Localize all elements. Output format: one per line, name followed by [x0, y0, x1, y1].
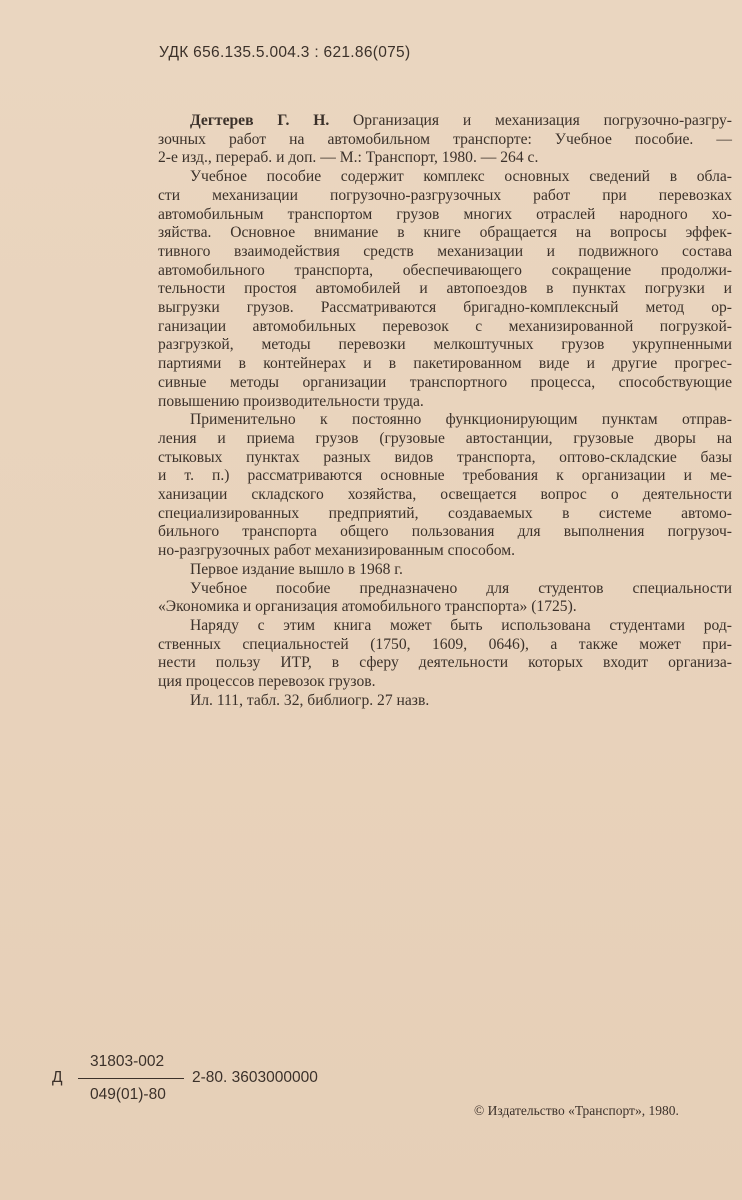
annotation-line: стыковых пунктах разных видов транспорта, оптово-складские базы: [158, 448, 732, 466]
bibliography-line-1: [158, 112, 732, 131]
code-denominator: 049(01)-80: [90, 1086, 166, 1103]
annotation-line: сти механизации погрузочно-разгрузочных работ при перевозках: [158, 186, 732, 204]
annotation-line: разгрузкой, методы перевозки мелкоштучных грузов укрупненными: [158, 336, 732, 354]
bibliography-line-2: зочных работ на автомобильном транспорте: Учебное пособие. —: [158, 130, 732, 148]
annotation-line: зяйства. Основное внимание в книге обращается на вопросы эффек-: [158, 224, 732, 242]
annotation-line: тельности простоя автомобилей и автопоездов в пунктах погрузки и: [158, 280, 732, 298]
annotation-line: нести пользу ИТР, в сферу деятельности которых входит организа-: [158, 654, 732, 672]
code-numerator: 31803-002: [90, 1053, 165, 1070]
annotation-line: тивного взаимодействия средств механизации и подвижного состава: [158, 242, 732, 260]
bibliography-title-part: Организация и механизация погрузочно-разгру-: [329, 112, 732, 129]
copyright-notice: © Издательство «Транспорт», 1980.: [474, 1103, 679, 1118]
annotation-line: ганизации автомобильных перевозок с механизированной погрузкой-: [158, 317, 732, 335]
annotation-line: ханизации складского хозяйства, освещается вопрос о деятельности: [158, 486, 732, 504]
annotation-line: ления и приема грузов (грузовые автостанции, грузовые дворы на: [158, 429, 732, 447]
code-suffix: 2-80. 3603000000: [192, 1069, 318, 1086]
annotation-line: повышению производительности труда.: [158, 392, 424, 410]
annotation-line: партиями в контейнерах и в пакетированном виде и другие прогрес-: [158, 355, 732, 373]
annotation-line: Учебное пособие предназначено для студентов специальности: [190, 579, 732, 597]
annotation-text: [158, 168, 732, 710]
annotation-line: специализированных предприятий, создаваемых в системе автомо-: [158, 504, 732, 522]
bibliography-line-3: 2-е изд., перераб. и доп. — М.: Транспорт, 1980. — 264 с.: [158, 149, 539, 167]
annotation-line: бильного транспорта общего пользования для выполнения погрузоч-: [158, 523, 732, 541]
code-letter: Д: [52, 1069, 63, 1086]
annotation-line: сивные методы организации транспортного процесса, способствующие: [158, 373, 732, 391]
bibliography-entry: [158, 112, 732, 168]
udk-classification: УДК 656.135.5.004.3 : 621.86(075): [159, 44, 411, 61]
annotation-line: автомобильным транспортом грузов многих отраслей народного хо-: [158, 205, 732, 223]
annotation-line: ция процессов перевозок грузов.: [158, 673, 376, 691]
annotation-line: но-разгрузочных работ механизированным способом.: [158, 542, 516, 560]
annotation-line: и т. п.) рассматриваются основные требования к организации и ме-: [158, 467, 732, 485]
annotation-line: Ил. 111, табл. 32, библиогр. 27 назв.: [190, 691, 430, 709]
annotation-line: автомобильного транспорта, обеспечивающего сокращение продолжи-: [158, 261, 732, 279]
annotation-line: ственных специальностей (1750, 1609, 0646), а также может при-: [158, 635, 732, 653]
annotation-line: Первое издание вышло в 1968 г.: [190, 560, 403, 578]
fraction-line: [78, 1078, 184, 1079]
bibliographic-description: [158, 112, 732, 711]
publisher-code: [52, 1053, 352, 1113]
annotation-line: Учебное пособие содержит комплекс основных сведений в обла-: [190, 168, 732, 186]
annotation-line: Применительно к постоянно функционирующим пунктам отправ-: [190, 411, 732, 429]
annotation-line: Наряду с этим книга может быть использована студентами род-: [190, 616, 732, 634]
author-name: Дегтерев Г. Н.: [190, 112, 330, 129]
annotation-line: «Экономика и организация атомобильного транспорта» (1725).: [158, 598, 577, 616]
annotation-line: выгрузки грузов. Рассматриваются бригадно-комплексный метод ор-: [158, 299, 732, 317]
